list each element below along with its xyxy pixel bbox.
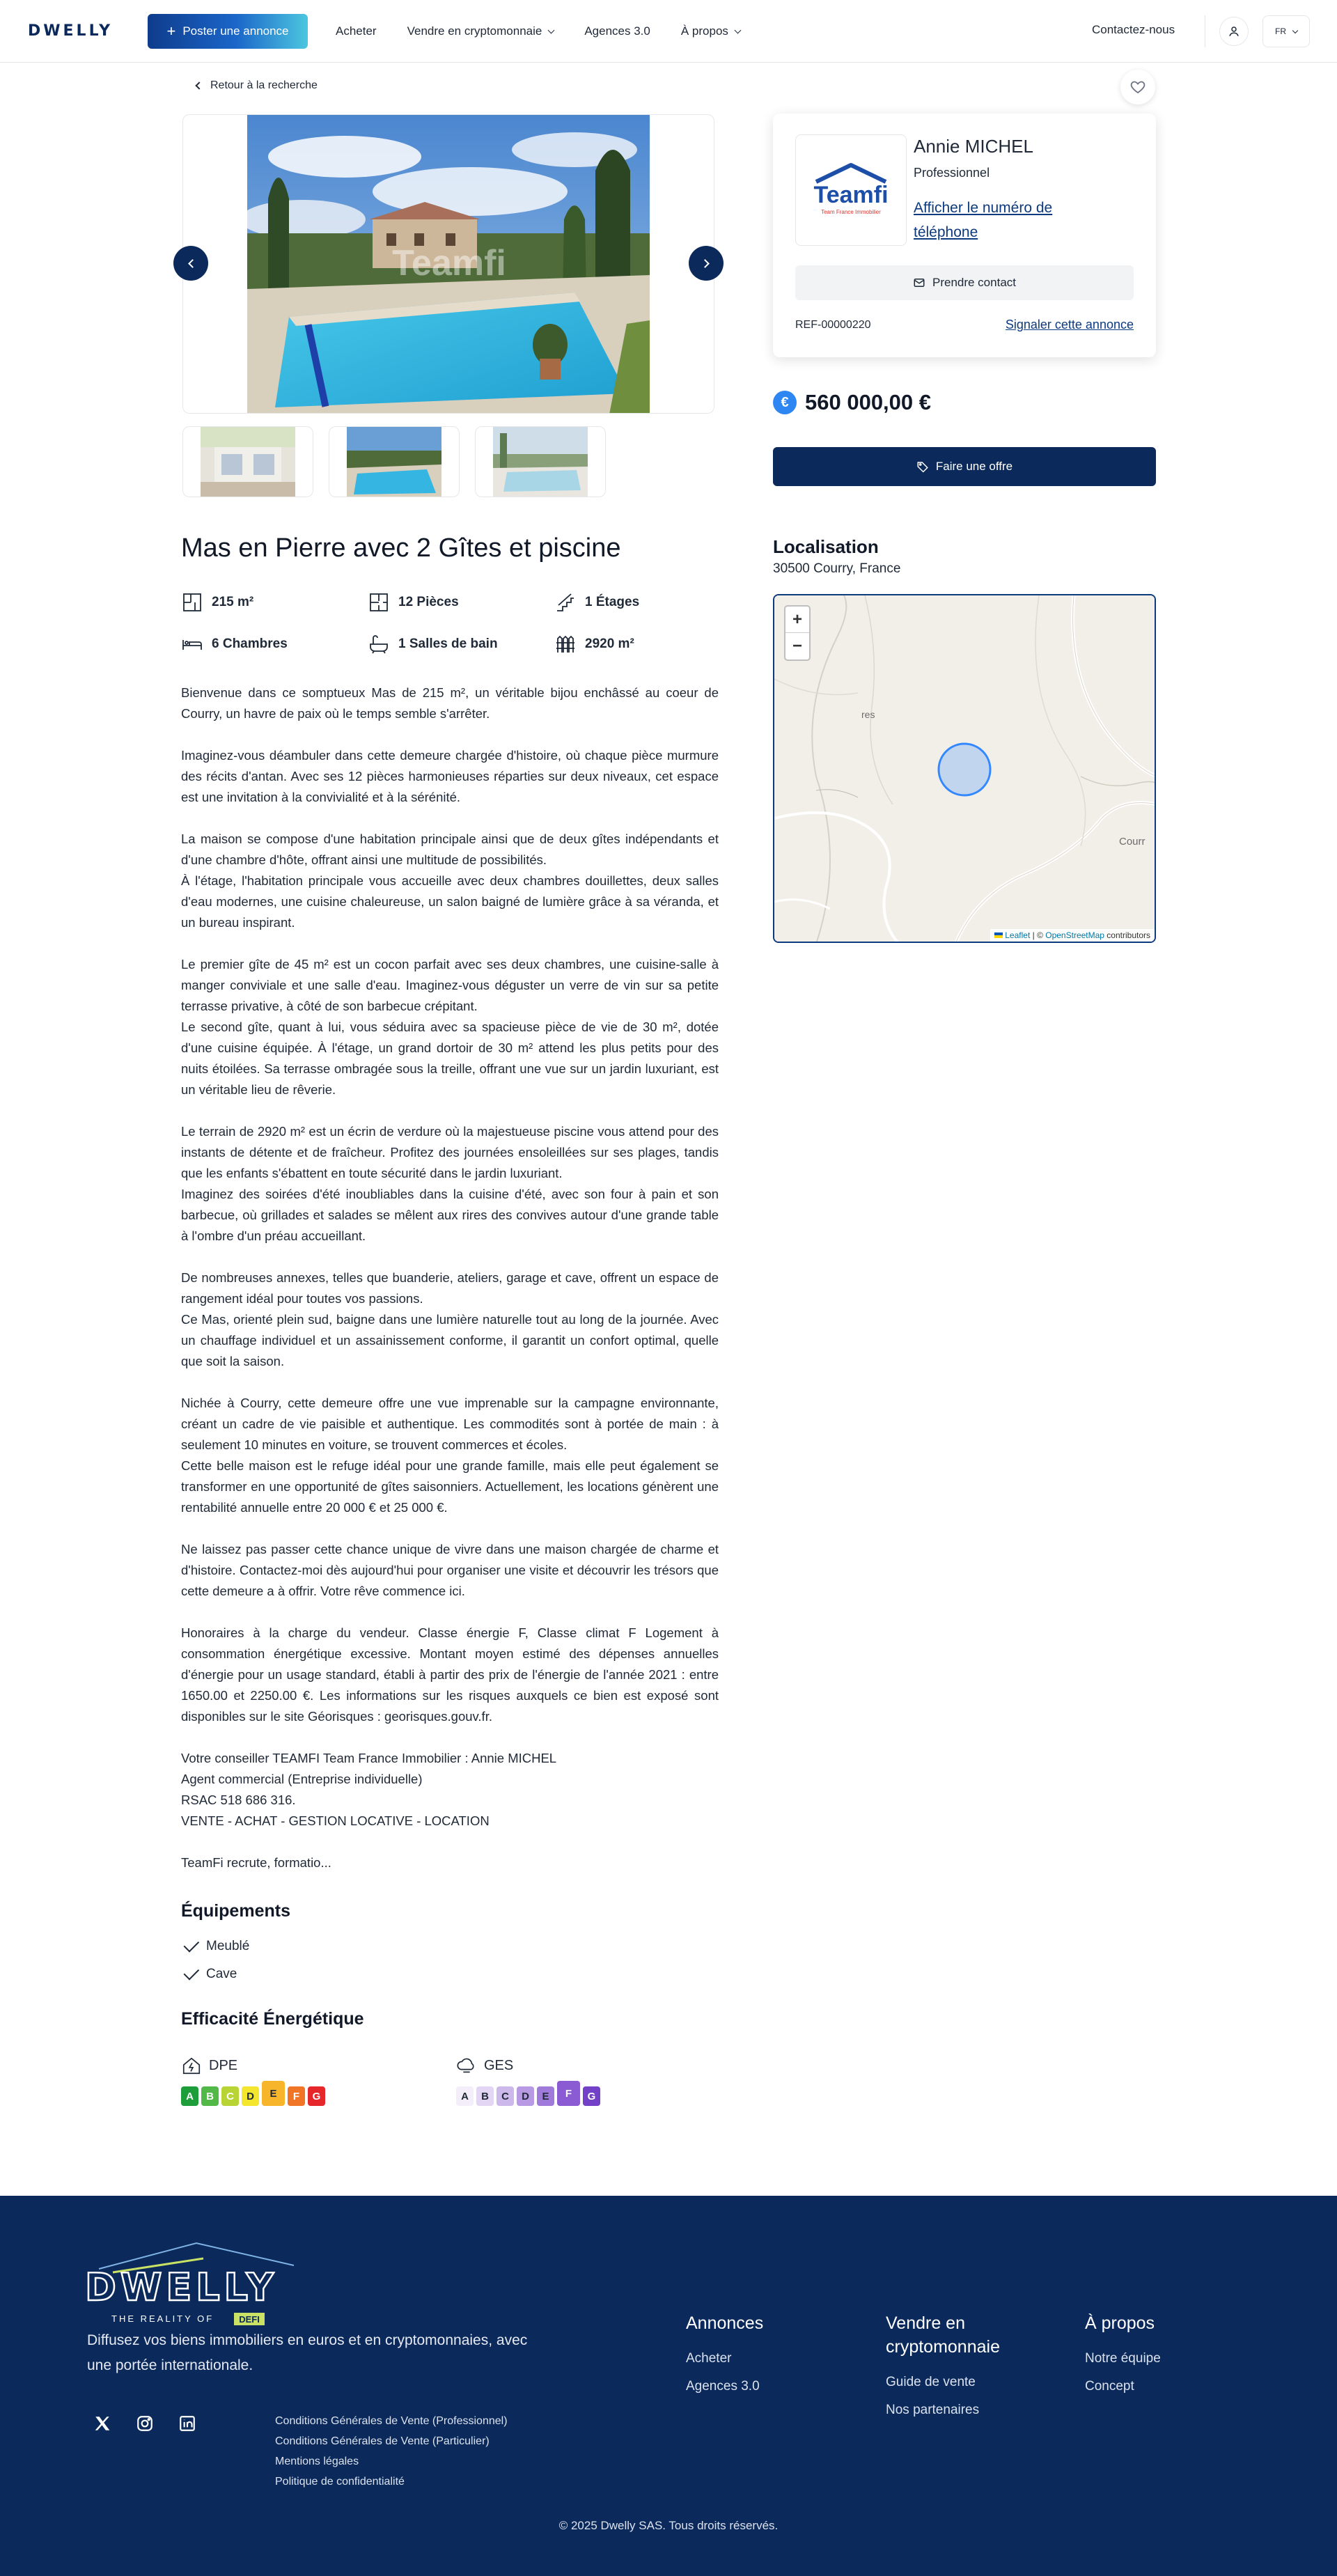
zoom-out-button[interactable]: − — [792, 637, 802, 655]
agent-type: Professionnel — [914, 166, 990, 180]
ges-class-e: E — [537, 2086, 554, 2106]
feature-bedrooms — [181, 632, 368, 656]
check-icon — [184, 1965, 200, 1981]
legal-link[interactable]: Mentions légales — [275, 2456, 359, 2467]
legal-link[interactable]: Conditions Générales de Vente (Particulier) — [275, 2435, 490, 2447]
chevron-down-icon — [1292, 27, 1298, 33]
feature-value: 1 Salles de bain — [398, 637, 498, 651]
top-header — [0, 0, 1337, 63]
site-footer — [0, 2196, 1337, 2576]
ges-rating — [456, 2054, 600, 2106]
description-paragraph: Bienvenue dans ce somptueux Mas de 215 m², un véritable bijou enchâssé au coeur de Courry, un havre de paix où le temps semble s'arrêter. — [181, 685, 719, 721]
fence-icon — [554, 633, 577, 655]
dpe-rating — [181, 2054, 325, 2106]
linkedin-icon — [178, 2414, 196, 2433]
check-icon — [184, 1937, 200, 1953]
instagram-link[interactable] — [135, 2414, 155, 2433]
location-map[interactable] — [773, 594, 1156, 943]
footer-logo-tag: THE REALITY OF — [111, 2313, 214, 2324]
ges-class-d: D — [517, 2086, 534, 2106]
listing-title: Mas en Pierre avec 2 Gîtes et piscine — [181, 533, 621, 563]
dwelly-footer-logo — [85, 2238, 301, 2328]
feature-value: 2920 m² — [585, 637, 634, 651]
leaflet-link[interactable]: Leaflet — [1005, 930, 1031, 940]
ges-class-f: F — [557, 2081, 580, 2106]
rooms-icon — [368, 591, 390, 614]
tag-icon — [916, 460, 929, 473]
equipment-item — [181, 1933, 249, 1960]
footer-column-title: À propos — [1085, 2313, 1155, 2333]
post-listing-label: Poster une annonce — [182, 24, 289, 38]
feature-surface — [181, 591, 368, 614]
chevron-down-icon — [734, 26, 741, 33]
description-paragraph: La maison se compose d'une habitation principale ainsi que de deux gîtes indépendants et d'une chambre d'hôte, offrant ainsi une multitude de possibilités. À l'étage, l'habitation principale vous accueille avec deux chambres douillettes, deux salles d'eau modernes, une cuisine chaleureuse, un salon baigné de lumière grâce à sa véranda, et un bureau inspirant. — [181, 832, 719, 930]
thumbnail-strip — [182, 426, 714, 497]
osm-link[interactable]: OpenStreetMap — [1045, 930, 1104, 940]
contact-link[interactable]: Contactez-nous — [1092, 23, 1175, 36]
user-icon — [1228, 25, 1240, 38]
footer-logo-highlight: DEFI — [239, 2314, 260, 2325]
bed-icon — [181, 633, 203, 655]
equipment-heading: Équipements — [181, 1901, 290, 1921]
ges-class-a: A — [456, 2086, 474, 2106]
footer-link[interactable]: Agences 3.0 — [686, 2379, 760, 2394]
thumbnail-image — [201, 426, 295, 497]
feature-value: 215 m² — [212, 595, 254, 609]
feature-value: 1 Étages — [585, 595, 640, 609]
flag-icon — [994, 932, 1003, 938]
pool-photo-illustration — [247, 115, 650, 414]
nav-label: Agences 3.0 — [584, 24, 650, 38]
dwelly-logo[interactable] — [28, 24, 113, 42]
equipment-item — [181, 1960, 249, 1988]
footer-column-sell — [886, 2311, 1039, 2424]
feature-rooms — [368, 591, 554, 614]
description-paragraph: Imaginez-vous déambuler dans cette demeure chargée d'histoire, où chaque pièce murmure des récits d'antan. Avec ses 12 pièces harmonieuses réparties sur deux niveaux, cet espace est une invitation à la convivialité et à la sérénité. — [181, 748, 719, 804]
main-photo-frame — [182, 114, 714, 414]
property-photo[interactable] — [247, 115, 650, 414]
property-area-marker[interactable] — [939, 744, 990, 795]
nav-item-sell-crypto[interactable] — [407, 24, 554, 38]
footer-column-title: Annonces — [686, 2313, 764, 2333]
x-twitter-icon — [93, 2414, 111, 2433]
carousel-prev-button[interactable] — [173, 246, 208, 281]
copyright: © 2025 Dwelly SAS. Tous droits réservés. — [558, 2519, 779, 2532]
description-paragraph: De nombreuses annexes, telles que buanderie, ateliers, garage et cave, offrent un espace de rangement idéal pour toutes vos passions. Ce Mas, orienté plein sud, baigne dans une lumière naturelle tout au long de la journée. Avec un chauffage individuel et un assainissement conforme, il garantit un confort optimal, quelle que soit la saison. — [181, 1270, 719, 1368]
thumbnail-image — [347, 426, 441, 497]
map-place-label: Courr — [1119, 836, 1146, 848]
chevron-down-icon — [548, 26, 555, 33]
x-twitter-link[interactable] — [93, 2414, 112, 2433]
teamfi-logo-image — [802, 155, 900, 225]
thumbnail-image — [493, 426, 588, 497]
footer-link[interactable]: Nos partenaires — [886, 2403, 980, 2417]
agent-card — [773, 114, 1156, 357]
legal-link[interactable]: Conditions Générales de Vente (Professionnel) — [275, 2415, 508, 2427]
linkedin-link[interactable] — [178, 2414, 197, 2433]
back-label: Retour à la recherche — [210, 79, 318, 91]
footer-link[interactable]: Guide de vente — [886, 2375, 976, 2389]
chevron-left-icon — [195, 81, 203, 89]
carousel-next-button[interactable] — [689, 246, 724, 281]
logo-text: DWELLY — [28, 22, 114, 40]
location-address: 30500 Courry, France — [773, 561, 901, 576]
footer-logo-text: DWELLY — [85, 2265, 278, 2309]
language-label: FR — [1275, 26, 1286, 36]
euro-icon: € — [773, 391, 797, 414]
dpe-class-b: B — [201, 2086, 219, 2106]
footer-column-about — [1085, 2311, 1224, 2401]
description-paragraph: Ne laissez pas passer cette chance unique de vivre dans une maison chargée de charme et d'histoire. Contactez-moi dès aujourd'hui pour organiser une visite et découvrir les trésors que cette demeure a à offrir. Votre rêve commence ici. — [181, 1542, 719, 1598]
dpe-class-a: A — [181, 2086, 198, 2106]
nav-label: Acheter — [336, 24, 377, 38]
heart-icon — [1129, 79, 1146, 95]
description-paragraph: Honoraires à la charge du vendeur. Classe énergie F, Classe climat F Logement à consommation énergétique excessive. Montant moyen estimé des dépenses annuelles d'énergie pour un usage standard, établi à partir des prix de l'énergie de l'année 2021 : entre 1650.00 et 2250.00 €. Les informations sur les risques auxquels ce bien est exposé sont disponibles sur le site Géorisques : georisques.gouv.fr. — [181, 1625, 719, 1724]
equipment-list — [181, 1933, 249, 1988]
listing-description — [181, 682, 719, 1894]
legal-link[interactable]: Politique de confidentialité — [275, 2476, 405, 2488]
chevron-right-icon — [701, 259, 710, 268]
nav-label: À propos — [680, 24, 728, 38]
energy-heading: Efficacité Énergétique — [181, 2009, 364, 2029]
description-truncated: TeamFi recrute, formatio... — [181, 1855, 331, 1870]
dpe-label: DPE — [209, 2057, 238, 2073]
agency-logo — [795, 134, 907, 246]
dpe-header — [181, 2054, 325, 2077]
agency-logo-subtext: Team France Immobilier — [821, 209, 881, 215]
report-listing-link[interactable]: Signaler cette annonce — [1005, 318, 1134, 331]
description-paragraph: Votre conseiller TEAMFI Team France Immobilier : Annie MICHEL Agent commercial (Entreprise individuelle) RSAC 518 686 316. VENTE - ACHAT - GESTION LOCATIVE - LOCATION — [181, 1751, 557, 1828]
social-links — [93, 2414, 197, 2433]
plus-icon: + — [166, 22, 176, 40]
show-phone-link[interactable]: Afficher le numéro de téléphone — [914, 200, 1053, 240]
footer-link[interactable]: Acheter — [686, 2351, 732, 2366]
agent-name: Annie MICHEL — [914, 136, 1033, 157]
map-attribution — [990, 929, 1155, 942]
language-selector[interactable] — [1262, 15, 1310, 47]
ges-label: GES — [484, 2057, 514, 2073]
house-energy-icon — [181, 2055, 202, 2076]
listing-price: 560 000,00 € — [805, 390, 932, 414]
equipment-label: Meublé — [206, 1939, 250, 1953]
dpe-scale — [181, 2084, 325, 2106]
dpe-class-d: D — [242, 2086, 259, 2106]
map-tiles — [774, 595, 1156, 943]
mail-icon — [913, 276, 925, 289]
feature-value: 6 Chambres — [212, 637, 288, 651]
photo-watermark: Teamfi — [392, 243, 506, 283]
feature-land — [554, 632, 724, 656]
footer-tagline: Diffusez vos biens immobiliers en euros et en cryptomonnaies, avec une portée internationale. — [87, 2332, 528, 2373]
dpe-class-g: G — [308, 2086, 325, 2106]
feature-floors — [554, 591, 724, 614]
feature-bathrooms — [368, 632, 554, 656]
make-offer-button[interactable] — [773, 447, 1156, 486]
ges-scale — [456, 2084, 600, 2106]
ges-header — [456, 2054, 600, 2077]
nav-item-about[interactable] — [681, 24, 740, 38]
listing-reference: REF-00000220 — [795, 319, 871, 331]
stairs-icon — [554, 591, 577, 614]
attribution-sep: | © — [1030, 930, 1046, 940]
map-zoom-control — [784, 605, 811, 661]
attribution-tail: contributors — [1104, 930, 1150, 940]
user-account-button[interactable] — [1219, 17, 1249, 46]
thumbnail-1[interactable] — [182, 426, 313, 497]
bathtub-icon — [368, 633, 390, 655]
nav-label: Vendre en cryptomonnaie — [407, 24, 542, 38]
contact-agent-button[interactable] — [795, 265, 1134, 300]
instagram-icon — [136, 2414, 154, 2433]
make-offer-label: Faire une offre — [935, 460, 1013, 473]
price-row — [773, 390, 931, 415]
footer-column-listings — [686, 2311, 853, 2401]
back-to-search-link[interactable] — [196, 79, 318, 92]
ges-class-g: G — [583, 2086, 600, 2106]
nav-item-agencies[interactable] — [584, 24, 650, 38]
legal-links — [275, 2411, 508, 2492]
location-heading: Localisation — [773, 536, 879, 557]
description-paragraph: Nichée à Courry, cette demeure offre une vue imprenable sur la campagne environnante, créant un cadre de vie paisible et authentique. Les commodités sont à portée de main : à seulement 10 minutes en voiture, se trouvent commerces et écoles. Cette belle maison est le refuge idéal pour une grande famille, mais elle peut également se transformer en une opportunité de gîtes saisonniers. Actuellement, les locations génèrent une rentabilité annuelle entre 20 000 € et 25 000 €. — [181, 1396, 719, 1515]
contact-agent-label: Prendre contact — [932, 276, 1016, 289]
post-listing-button[interactable] — [148, 14, 308, 49]
description-paragraph: Le premier gîte de 45 m² est un cocon parfait avec ses deux chambres, une cuisine-salle à manger conviviale et une salle d'eau. Imaginez-vous déguster un verre de vin sur sa petite terrasse privative, à côté de son barbecue crépitant. Le second gîte, quant à lui, vous séduira avec sa spacieuse pièce de vie de 30 m², dotée d'une cuisine équipée. À l'étage, un grand dortoir de 30 m² attend les plus petits pour des nuits étoilées. Sa terrasse ombragée sous la treille, offrant une vue sur un jardin luxuriant, est un véritable lieu de rêverie. — [181, 957, 719, 1097]
footer-link[interactable]: Notre équipe — [1085, 2351, 1161, 2366]
footer-link[interactable]: Concept — [1085, 2379, 1134, 2394]
description-paragraph: Le terrain de 2920 m² est un écrin de verdure où la majestueuse piscine vous attend pour des instants de détente et de fraîcheur. Profitez des journées ensoleillées sur ses plages, tandis que les enfants s'ébattent en toute sécurité dans le jardin luxuriant. Imaginez des soirées d'été inoubliables dans la cuisine d'été, avec son four à pain et son barbecue, où grillades et salades se mêlent aux rires des convives autour d'une grande table à l'ombre d'un préau accueillant. — [181, 1124, 719, 1243]
cloud-emission-icon — [456, 2055, 477, 2076]
agency-logo-text: Teamfi — [813, 182, 889, 208]
floor-plan-icon — [181, 591, 203, 614]
equipment-label: Cave — [206, 1967, 237, 1981]
main-nav — [320, 0, 756, 63]
features-grid — [181, 591, 724, 656]
dpe-class-e: E — [262, 2081, 285, 2106]
thumbnail-3[interactable] — [475, 426, 606, 497]
feature-value: 12 Pièces — [398, 595, 459, 609]
footer-column-title: Vendre en cryptomonnaie — [886, 2313, 1000, 2357]
ges-class-b: B — [476, 2086, 494, 2106]
thumbnail-2[interactable] — [329, 426, 460, 497]
zoom-in-button[interactable]: + — [785, 607, 809, 633]
dpe-class-f: F — [288, 2086, 305, 2106]
ges-class-c: C — [497, 2086, 514, 2106]
nav-item-buy[interactable] — [336, 24, 377, 38]
footer-logo[interactable] — [85, 2238, 301, 2332]
favorite-button[interactable] — [1120, 70, 1155, 104]
map-place-label: res — [861, 709, 875, 720]
chevron-left-icon — [188, 259, 197, 268]
dpe-class-c: C — [221, 2086, 239, 2106]
